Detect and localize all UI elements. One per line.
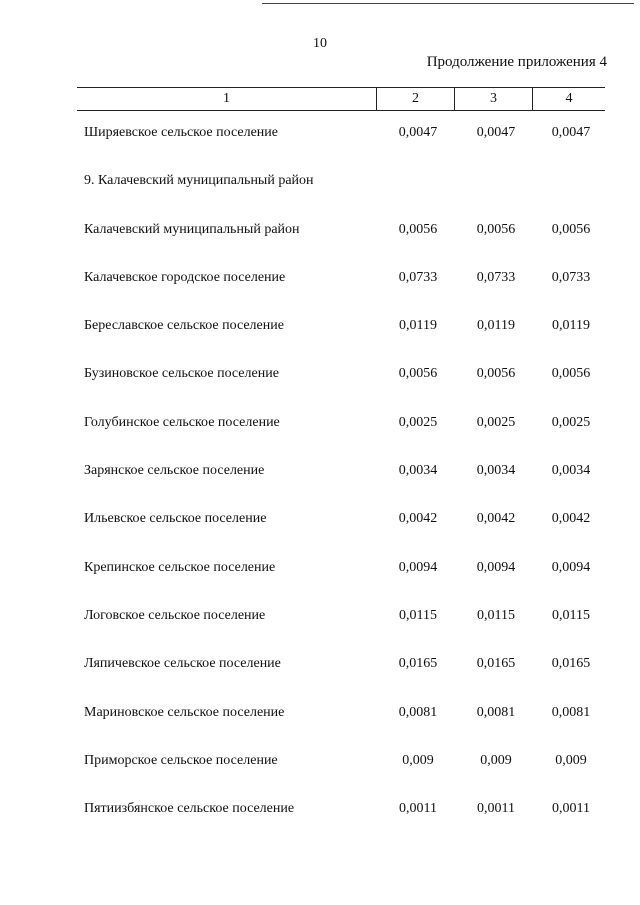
row-value-col2: 0,009 xyxy=(402,752,434,768)
page-number: 10 xyxy=(313,36,327,51)
row-value-col4: 0,0115 xyxy=(552,607,590,623)
row-value-col2: 0,0047 xyxy=(398,125,438,140)
row-value-col2: 0,0115 xyxy=(399,607,437,623)
table-row xyxy=(0,303,640,351)
table-row xyxy=(0,593,640,641)
row-value-col3: 0,0047 xyxy=(476,125,516,140)
row-value-col2: 0,0119 xyxy=(399,318,437,334)
table-body xyxy=(0,110,640,834)
row-name: Калачевский муниципальный район xyxy=(84,221,300,237)
row-value-col3: 0,0081 xyxy=(476,704,516,720)
table-row xyxy=(0,545,640,593)
row-name: Береславское сельское поселение xyxy=(84,318,284,334)
row-value-col3: 0,0034 xyxy=(476,463,516,479)
row-value-col3: 0,0733 xyxy=(476,269,516,285)
row-name: Приморское сельское поселение xyxy=(84,752,278,768)
row-value-col4: 0,0165 xyxy=(551,656,591,672)
column-header-3: 3 xyxy=(455,88,533,110)
row-value-col4: 0,0011 xyxy=(552,801,590,817)
row-name: Мариновское сельское поселение xyxy=(84,704,285,720)
row-value-col3: 0,0056 xyxy=(476,366,516,382)
table-header-row xyxy=(77,87,605,111)
table-row xyxy=(0,255,640,303)
table-row xyxy=(0,207,640,255)
table-row xyxy=(0,448,640,496)
table-section-row xyxy=(0,158,640,206)
row-value-col3: 0,0165 xyxy=(476,656,516,672)
continuation-label: Продолжение приложения 4 xyxy=(426,54,607,70)
row-name: Голубинское сельское поселение xyxy=(84,414,280,430)
row-value-col4: 0,0094 xyxy=(551,559,591,575)
row-value-col4: 0,0056 xyxy=(551,366,591,382)
row-value-col2: 0,0094 xyxy=(398,559,438,575)
row-value-col3: 0,0056 xyxy=(476,221,516,237)
table-row xyxy=(0,110,640,158)
row-value-col4: 0,0056 xyxy=(551,221,591,237)
column-header-1: 1 xyxy=(77,88,377,110)
row-name: Калачевское городское поселение xyxy=(84,269,286,285)
table-row xyxy=(0,786,640,834)
row-value-col2: 0,0025 xyxy=(398,414,438,430)
row-value-col2: 0,0056 xyxy=(398,221,438,237)
row-value-col2: 0,0011 xyxy=(399,801,437,817)
row-name: Ширяевское сельское поселение xyxy=(84,125,278,140)
row-value-col4: 0,0119 xyxy=(552,318,590,334)
row-name: Зарянское сельское поселение xyxy=(84,463,265,479)
row-value-col3: 0,0119 xyxy=(477,318,515,334)
row-value-col3: 0,0094 xyxy=(476,559,516,575)
table-row xyxy=(0,641,640,689)
row-value-col3: 0,0025 xyxy=(476,414,516,430)
row-value-col2: 0,0733 xyxy=(398,269,438,285)
row-name: Пятиизбянское сельское поселение xyxy=(84,801,295,817)
row-value-col2: 0,0042 xyxy=(398,511,438,527)
table-row xyxy=(0,496,640,544)
row-value-col4: 0,0733 xyxy=(551,269,591,285)
row-value-col2: 0,0056 xyxy=(398,366,438,382)
row-value-col4: 0,009 xyxy=(555,752,587,768)
row-value-col3: 0,0011 xyxy=(477,801,515,817)
row-value-col2: 0,0034 xyxy=(398,463,438,479)
row-name: Крепинское сельское поселение xyxy=(84,559,276,575)
row-name: Ляпичевское сельское поселение xyxy=(84,656,281,672)
table-row xyxy=(0,351,640,399)
row-value-col2: 0,0081 xyxy=(398,704,438,720)
row-value-col3: 0,009 xyxy=(480,752,512,768)
row-name: Бузиновское сельское поселение xyxy=(84,366,279,382)
scan-edge-line xyxy=(262,3,634,4)
row-value-col4: 0,0042 xyxy=(551,511,591,527)
table-row xyxy=(0,738,640,786)
row-value-col4: 0,0081 xyxy=(551,704,591,720)
row-name: Ильевское сельское поселение xyxy=(84,511,267,527)
row-value-col2: 0,0165 xyxy=(398,656,438,672)
row-value-col4: 0,0034 xyxy=(551,463,591,479)
table-row xyxy=(0,400,640,448)
row-name: Логовское сельское поселение xyxy=(84,607,266,623)
table-row xyxy=(0,690,640,738)
row-value-col3: 0,0115 xyxy=(477,607,515,623)
row-value-col4: 0,0047 xyxy=(551,125,591,140)
column-header-2: 2 xyxy=(377,88,455,110)
row-value-col3: 0,0042 xyxy=(476,511,516,527)
column-header-4: 4 xyxy=(565,91,573,106)
row-value-col4: 0,0025 xyxy=(551,414,591,430)
section-heading: 9. Калачевский муниципальный район xyxy=(84,173,314,189)
